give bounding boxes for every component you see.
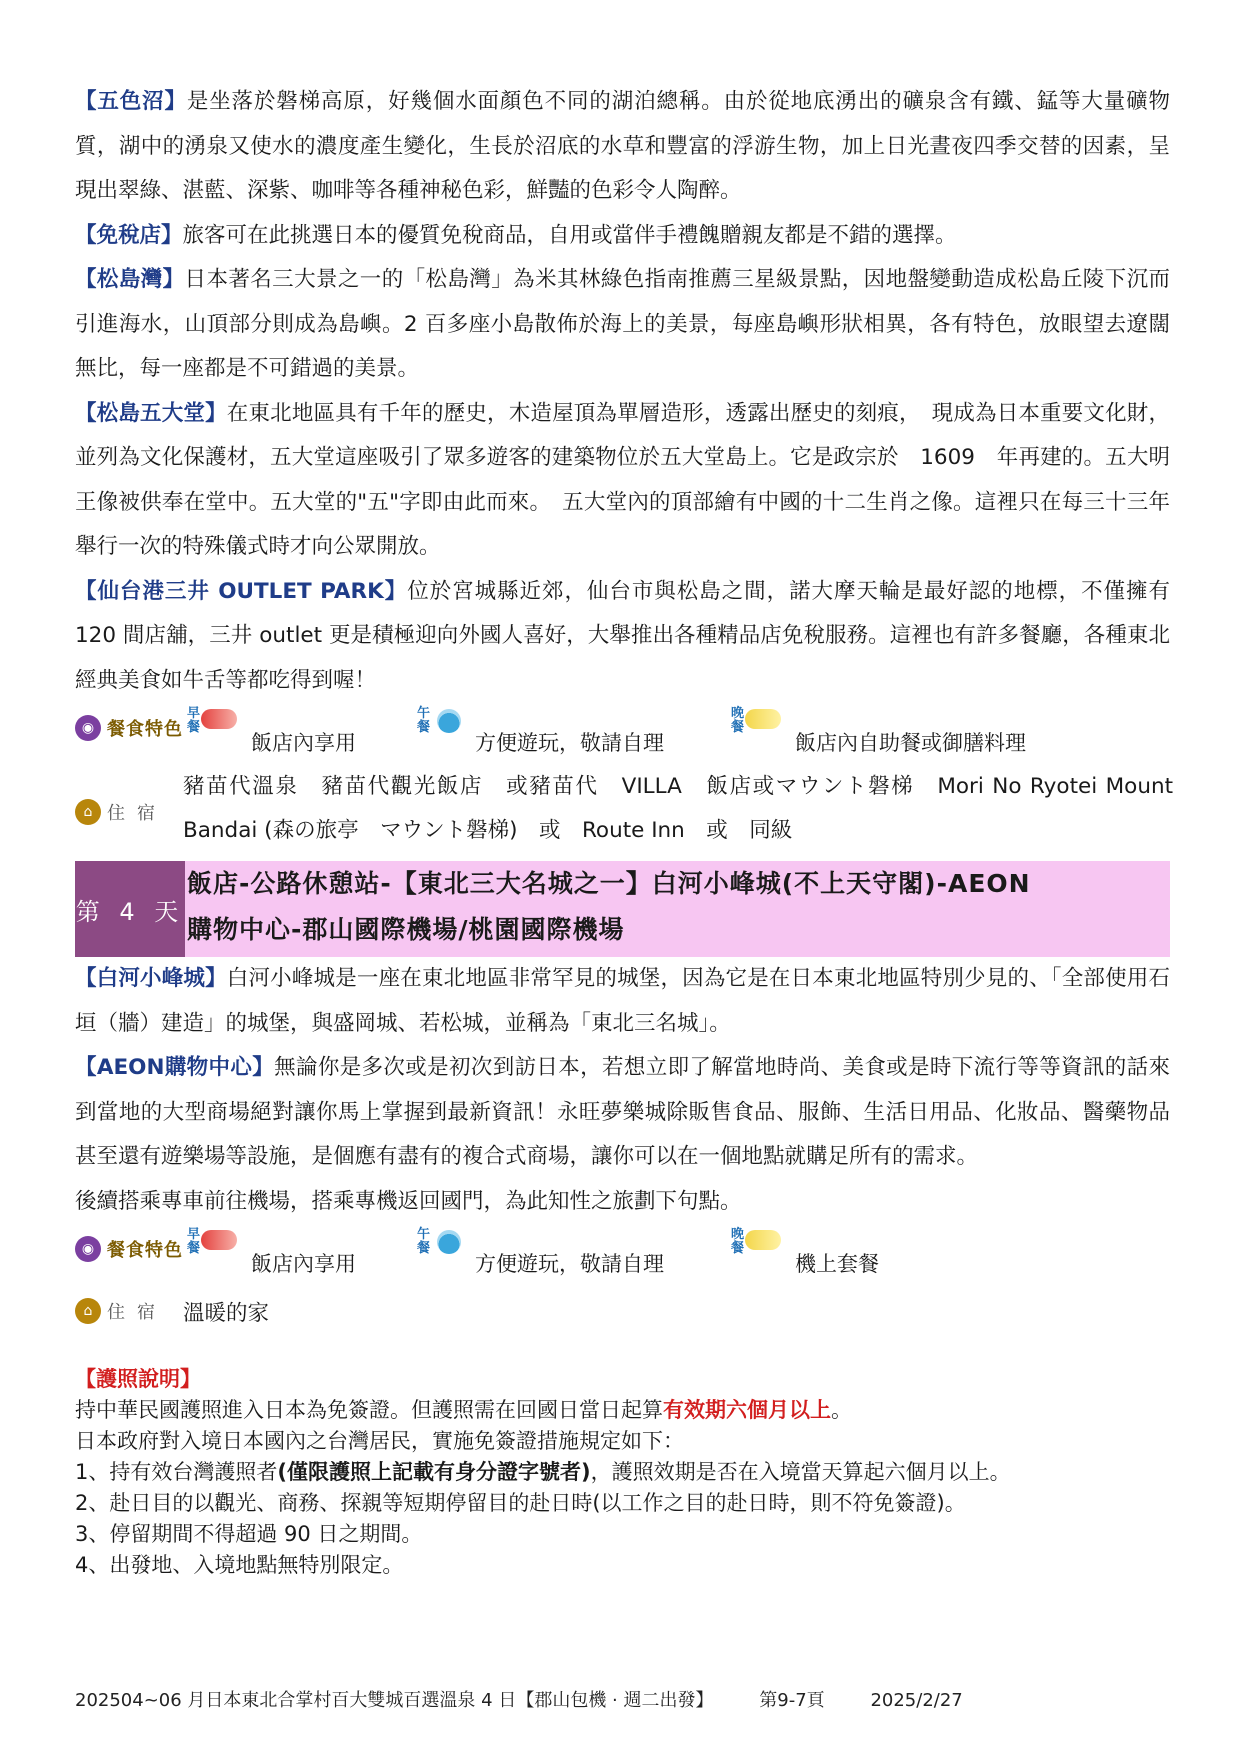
bed-icon: ⌂ <box>75 1298 101 1324</box>
breakfast-item: 早餐 飯店內享用 <box>187 706 356 755</box>
breakfast-label: 早餐 <box>187 706 201 735</box>
dish-icon: ◉ <box>75 1236 101 1262</box>
breakfast-label: 早餐 <box>187 1227 201 1256</box>
footer-page-number: 第9-7頁 <box>759 1690 825 1711</box>
paragraph-godaido: 【松島五大堂】在東北地區具有千年的歷史，木造屋頂為單層造形，透露出歷史的刻痕， 現成為日本重要文化財，並列為文化保護材，五大堂這座吸引了眾多遊客的建築物位於五大堂島上。它是政宗於 1609 年再建的。五大明王像被供奉在堂中。五大堂的"五"字即由此而來。 五大堂內的頂部繪有中國的十二生肖之像。這裡只在每三十三年舉行一次的特殊儀式時才向公眾開放。 <box>75 400 1170 559</box>
day3-meal-row <box>75 703 1170 759</box>
lunch-label: 午餐 <box>417 706 431 735</box>
passport-title: 【護照說明】 <box>75 1367 201 1391</box>
paragraph-goshikinuma: 【五色沼】是坐落於磐梯高原，好幾個水面顏色不同的湖泊總稱。由於從地底湧出的礦泉含有鐵、錳等大量礦物質，湖中的湧泉又使水的濃度產生變化，生長於沼底的水草和豐富的浮游生物，加上日光晝夜四季交替的因素，呈現出翠綠、湛藍、深紫、咖啡等各種神秘色彩，鮮豔的色彩令人陶醉。 <box>75 89 1170 203</box>
paragraph-duty-free: 【免稅店】旅客可在此挑選日本的優質免稅商品，自用或當伴手禮餽贈親友都是不錯的選擇。 <box>75 222 957 248</box>
dish-icon: ◉ <box>75 715 101 741</box>
paragraph-mitsui-outlet: 【仙台港三井 OUTLET PARK】位於宮城縣近郊，仙台市與松島之間，諾大摩天輪是最好認的地標，不僅擁有 120 間店舖，三井 outlet 更是積極迎向外國人喜好，大舉推出各種精品店免稅服務。這裡也有許多餐廳，各種東北經典美食如牛舌等都吃得到喔！ <box>75 578 1170 693</box>
passport-line-2: 日本政府對入境日本國內之台灣居民，實施免簽證措施規定如下： <box>75 1429 684 1453</box>
day4-meal-row <box>75 1224 1170 1280</box>
meal-tag: ◉ 餐食特色 <box>75 715 183 741</box>
dinner-item: 晚餐 機上套餐 <box>731 1227 879 1276</box>
day4-lodging-text: 溫暖的家 <box>183 1301 270 1326</box>
page-footer <box>75 1686 963 1712</box>
day4-title: 飯店-公路休憩站-【東北三大名城之一】白河小峰城(不上天守閣)-AEON 購物中心-郡山國際機場/桃園國際機場 <box>185 861 1170 957</box>
lunch-icon <box>437 1230 461 1254</box>
lodging-tag: ⌂ 住宿 <box>75 799 167 825</box>
dinner-icon <box>745 1230 781 1250</box>
passport-line-6: 4、出發地、入境地點無特別限定。 <box>75 1553 404 1577</box>
passport-line-4: 2、赴日目的以觀光、商務、探親等短期停留目的赴日時(以工作之目的赴日時，則不符免簽證)。 <box>75 1491 966 1515</box>
day3-lodging-row <box>75 759 1173 855</box>
day4-label: 第 4 天 <box>75 861 185 957</box>
passport-line-5: 3、停留期間不得超過 90 日之期間。 <box>75 1522 423 1546</box>
footer-date: 2025/2/27 <box>870 1690 963 1711</box>
paragraph-return: 後續搭乘專車前往機場，搭乘專機返回國門，為此知性之旅劃下句點。 <box>75 1188 742 1214</box>
dinner-item: 晚餐 飯店內自助餐或御膳料理 <box>731 706 1026 755</box>
paragraph-shirakawa-komine: 【白河小峰城】白河小峰城是一座在東北地區非常罕見的城堡，因為它是在日本東北地區特別少見的、「全部使用石垣（牆）建造」的城堡，與盛岡城、若松城，並稱為「東北三名城」。 <box>75 966 1170 1036</box>
meal-tag: ◉ 餐食特色 <box>75 1236 183 1262</box>
passport-line-3: 1、持有效台灣護照者(僅限護照上記載有身分證字號者)，護照效期是否在入境當天算起六個月以上。 <box>75 1460 1011 1484</box>
lunch-item: 午餐 方便遊玩，敬請自理 <box>417 1227 664 1276</box>
footer-tour-name: 202504~06 月日本東北合掌村百大雙城百選溫泉 4 日【郡山包機 · 週二出發】 <box>75 1690 714 1711</box>
day4-lodging-row <box>75 1286 1170 1338</box>
paragraph-aeon: 【AEON購物中心】無論你是多次或是初次到訪日本，若想立即了解當地時尚、美食或是時下流行等等資訊的話來到當地的大型商場絕對讓你馬上掌握到最新資訊！永旺夢樂城除販售食品、服飾、生活日用品、化妝品、醫藥物品甚至還有遊樂場等設施，是個應有盡有的複合式商場，讓你可以在一個地點就購足所有的需求。 <box>75 1055 1170 1169</box>
lunch-label: 午餐 <box>417 1227 431 1256</box>
dinner-label: 晚餐 <box>731 706 745 735</box>
breakfast-icon <box>201 1230 237 1250</box>
dinner-label: 晚餐 <box>731 1227 745 1256</box>
paragraph-matsushima-bay: 【松島灣】日本著名三大景之一的「松島灣」為米其林綠色指南推薦三星級景點，因地盤變動造成松島丘陵下沉而引進海水，山頂部分則成為島嶼。2 百多座小島散佈於海上的美景，每座島嶼形狀相異，各有特色，放眼望去遼闊無比，每一座都是不可錯過的美景。 <box>75 267 1170 381</box>
lunch-icon <box>437 709 461 733</box>
passport-notes <box>75 1364 1170 1581</box>
day3-lodging-text: 豬苗代溫泉 豬苗代觀光飯店 或豬苗代 VILLA 飯店或マウント磐梯 Mori No Ryotei Mount Bandai (森の旅亭 マウント磐梯) 或 Route Inn 或 同級 <box>183 774 1173 843</box>
day4-header <box>75 861 1170 957</box>
breakfast-icon <box>201 709 237 729</box>
passport-line-1: 持中華民國護照進入日本為免簽證。但護照需在回國日當日起算有效期六個月以上。 <box>75 1398 852 1422</box>
lodging-tag: ⌂ 住宿 <box>75 1298 167 1324</box>
breakfast-item: 早餐 飯店內享用 <box>187 1227 356 1276</box>
itinerary-page <box>75 80 1173 1581</box>
dinner-icon <box>745 709 781 729</box>
bed-icon: ⌂ <box>75 799 101 825</box>
lunch-item: 午餐 方便遊玩，敬請自理 <box>417 706 664 755</box>
